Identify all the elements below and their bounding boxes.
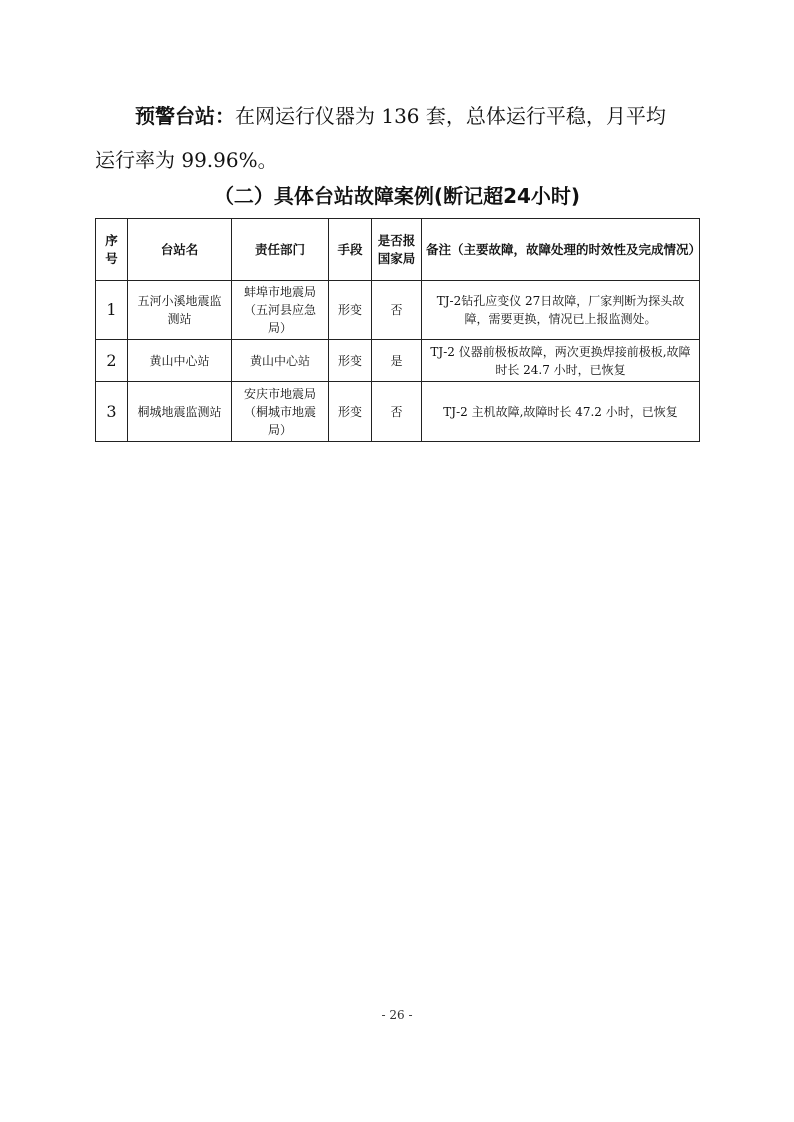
header-station: 台站名: [128, 219, 232, 281]
cell-department: 黄山中心站: [232, 340, 329, 382]
cell-method: 形变: [329, 382, 372, 442]
cell-reported: 否: [372, 281, 422, 340]
paragraph-line-2: 运行率为 99.96%。: [95, 148, 278, 172]
cell-remarks: TJ-2 主机故障,故障时长 47.2 小时，已恢复: [422, 382, 700, 442]
header-index: 序号: [96, 219, 128, 281]
cell-reported: 否: [372, 382, 422, 442]
cell-station: 五河小溪地震监测站: [128, 281, 232, 340]
header-reported: 是否报国家局: [372, 219, 422, 281]
fault-table: [95, 218, 700, 442]
cell-station: 黄山中心站: [128, 340, 232, 382]
cell-remarks: TJ-2钻孔应变仪 27日故障，厂家判断为探头故障，需要更换，情况已上报监测处。: [422, 281, 700, 340]
cell-index: 2: [96, 340, 128, 382]
cell-index: 1: [96, 281, 128, 340]
cell-remarks: TJ-2 仪器前极板故障，两次更换焊接前极板,故障时长 24.7 小时，已恢复: [422, 340, 700, 382]
header-department: 责任部门: [232, 219, 329, 281]
cell-department: 蚌埠市地震局（五河县应急局）: [232, 281, 329, 340]
table-row: [96, 340, 700, 382]
cell-method: 形变: [329, 281, 372, 340]
table-row: [96, 382, 700, 442]
cell-reported: 是: [372, 340, 422, 382]
header-remarks: 备注（主要故障，故障处理的时效性及完成情况）: [422, 219, 700, 281]
cell-method: 形变: [329, 340, 372, 382]
page-number: - 26 -: [381, 1008, 413, 1022]
cell-index: 3: [96, 382, 128, 442]
header-method: 手段: [329, 219, 372, 281]
paragraph-line-1: [95, 94, 703, 138]
paragraph-text-1: 在网运行仪器为 136 套，总体运行平稳，月平均: [235, 104, 666, 128]
table-row: [96, 281, 700, 340]
cell-station: 桐城地震监测站: [128, 382, 232, 442]
table-header-row: [96, 219, 700, 281]
cell-department: 安庆市地震局（桐城市地震局）: [232, 382, 329, 442]
section-heading: （二）具体台站故障案例(断记超24小时): [213, 184, 581, 208]
paragraph-lead: 预警台站：: [135, 104, 235, 128]
